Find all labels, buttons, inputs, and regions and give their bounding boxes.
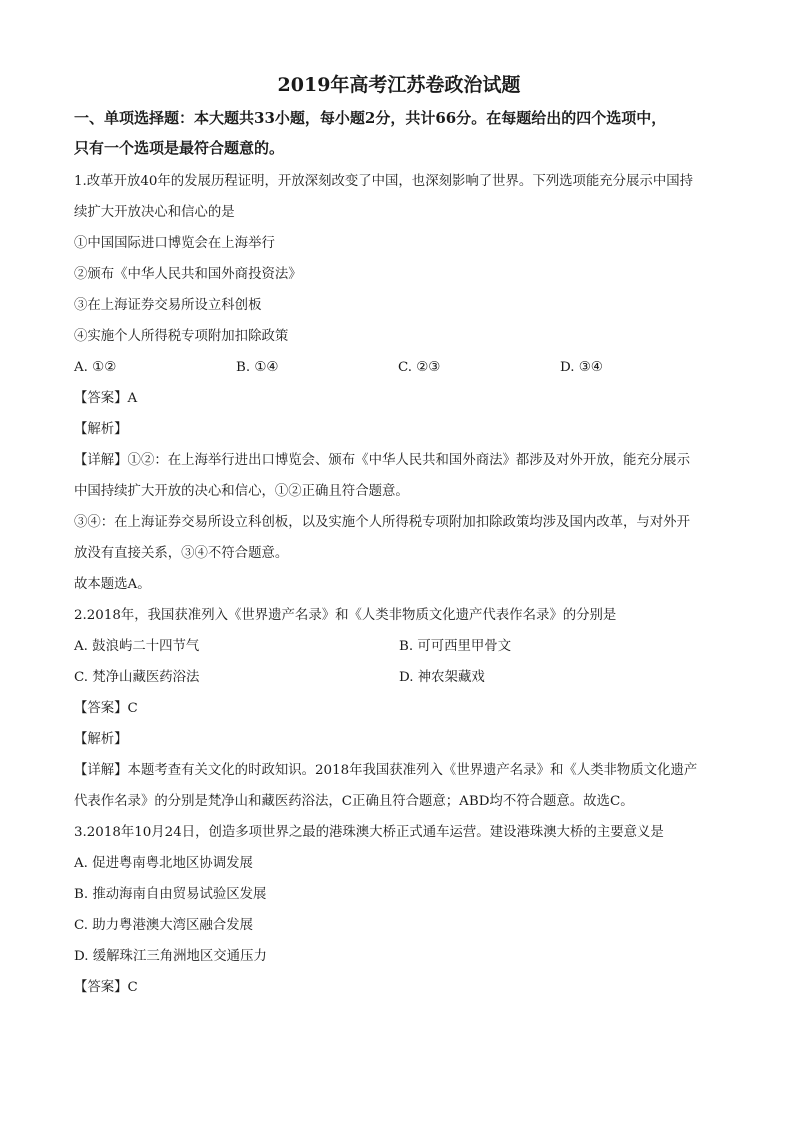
section-heading-line-1: 一、单项选择题：本大题共33小题，每小题2分，共计66分。在每题给出的四个选项中， bbox=[74, 109, 667, 127]
question-1-options bbox=[74, 352, 724, 383]
question-1-option-b: B. ①④ bbox=[236, 360, 279, 375]
question-1-item-3: ③在上海证券交易所设立科创板 bbox=[74, 298, 262, 313]
question-2-analysis-label: 【解析】 bbox=[74, 732, 128, 747]
question-1-item-2: ②颁布《中华人民共和国外商投资法》 bbox=[74, 267, 302, 282]
question-2-detail-line-1: 【详解】本题考查有关文化的时政知识。2018年我国获准列入《世界遗产名录》和《人类非物质文化遗产 bbox=[74, 763, 698, 778]
question-1-option-d: D. ③④ bbox=[560, 360, 603, 375]
question-3-option-a: A. 促进粤南粤北地区协调发展 bbox=[74, 856, 253, 871]
question-3-option-c: C. 助力粤港澳大湾区融合发展 bbox=[74, 918, 253, 933]
question-1-option-a: A. ①② bbox=[74, 360, 117, 375]
question-3-option-b: B. 推动海南自由贸易试验区发展 bbox=[74, 887, 267, 902]
question-1-option-c: C. ②③ bbox=[398, 360, 441, 375]
question-2-option-b: B. 可可西里甲骨文 bbox=[399, 639, 512, 654]
question-1-stem-line-1: 1.改革开放40年的发展历程证明，开放深刻改变了中国，也深刻影响了世界。下列选项能充分展示中国持 bbox=[74, 174, 693, 189]
question-3-option-d: D. 缓解珠江三角洲地区交通压力 bbox=[74, 949, 267, 964]
question-2-stem: 2.2018年，我国获准列入《世界遗产名录》和《人类非物质文化遗产代表作名录》的分别是 bbox=[74, 608, 617, 623]
question-2-option-c: C. 梵净山藏医药浴法 bbox=[74, 670, 200, 685]
question-3 bbox=[74, 817, 724, 1003]
question-2 bbox=[74, 600, 724, 817]
question-1-item-4: ④实施个人所得税专项附加扣除政策 bbox=[74, 329, 289, 344]
question-1 bbox=[74, 166, 724, 600]
question-1-stem-line-2: 续扩大开放决心和信心的是 bbox=[74, 205, 235, 220]
question-1-detail-line-1: 【详解】①②：在上海举行进出口博览会、颁布《中华人民共和国外商法》都涉及对外开放，能充分展示 bbox=[74, 453, 690, 468]
question-1-detail-line-2: 中国持续扩大开放的决心和信心，①②正确且符合题意。 bbox=[74, 484, 409, 499]
section-heading-line-2: 只有一个选项是最符合题意的。 bbox=[74, 139, 285, 157]
question-1-answer: 【答案】A bbox=[74, 391, 138, 406]
question-1-detail-line-4: 放没有直接关系，③④不符合题意。 bbox=[74, 546, 289, 561]
question-1-detail-line-3: ③④：在上海证券交易所设立科创板，以及实施个人所得税专项附加扣除政策均涉及国内改革，与对外开 bbox=[74, 515, 690, 530]
question-1-item-1: ①中国国际进口博览会在上海举行 bbox=[74, 236, 275, 251]
exam-title: 2019年高考江苏卷政治试题 bbox=[277, 74, 521, 96]
section-heading bbox=[74, 103, 724, 163]
document-page bbox=[74, 70, 724, 1003]
question-2-option-d: D. 神农架藏戏 bbox=[399, 670, 485, 685]
question-2-option-a: A. 鼓浪屿二十四节气 bbox=[74, 639, 200, 654]
question-2-options-row-1 bbox=[74, 631, 724, 662]
question-2-answer: 【答案】C bbox=[74, 701, 138, 716]
question-1-detail-line-5: 故本题选A。 bbox=[74, 577, 151, 592]
question-2-detail-line-2: 代表作名录》的分别是梵净山和藏医药浴法，C正确且符合题意；ABD均不符合题意。故选C。 bbox=[74, 794, 634, 809]
question-3-stem: 3.2018年10月24日，创造多项世界之最的港珠澳大桥正式通车运营。建设港珠澳大桥的主要意义是 bbox=[74, 825, 664, 840]
question-3-answer: 【答案】C bbox=[74, 980, 138, 995]
question-1-analysis-label: 【解析】 bbox=[74, 422, 128, 437]
question-2-options-row-2 bbox=[74, 662, 724, 693]
